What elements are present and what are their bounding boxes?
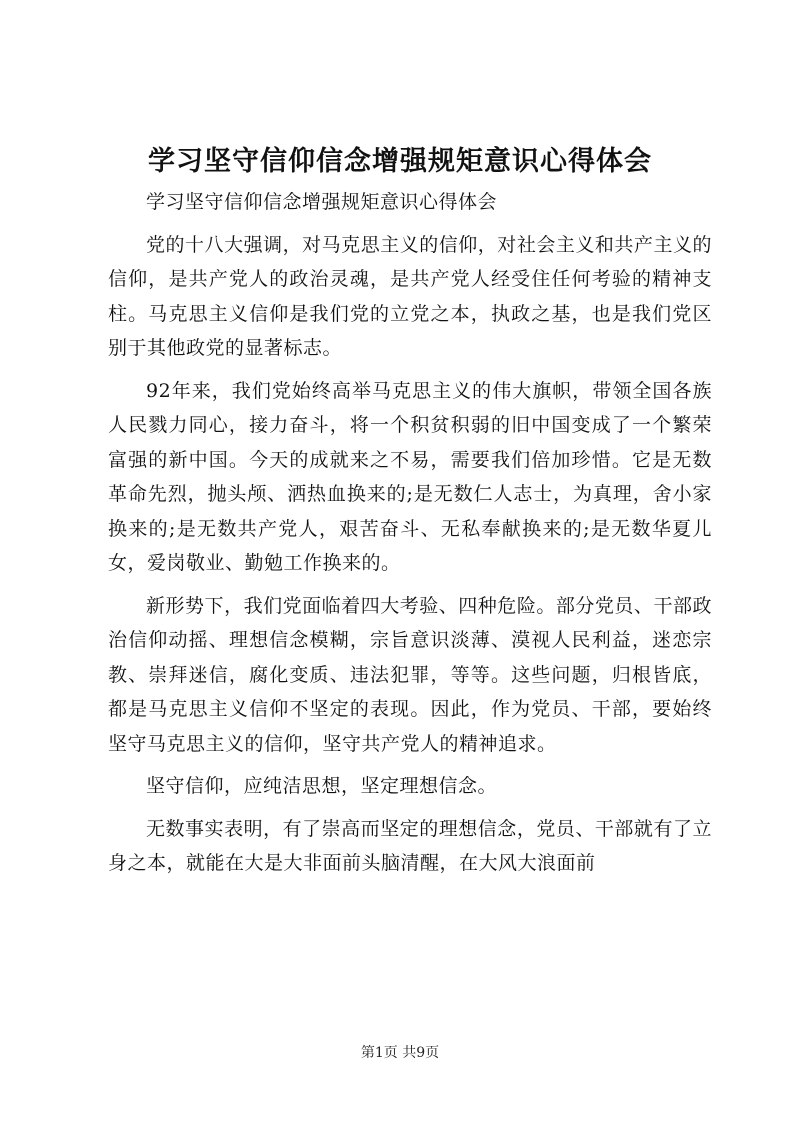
paragraph-subtitle: 学习坚守信仰信念增强规矩意识心得体会	[146, 191, 498, 213]
document-title: 学习坚守信仰信念增强规矩意识心得体会	[148, 146, 652, 177]
paragraph: 92年来，我们党始终高举马克思主义的伟大旗帜，带领全国各族人民戮力同心，接力奋斗，将一个积贫积弱的旧中国变成了一个繁荣富强的新中国。今天的成就来之不易，需要我们倍加珍惜。它是无数革命先烈，抛头颅、洒热血换来的;是无数仁人志士，为真理，舍小家换来的;是无数共产党人，艰苦奋斗、无私奉献换来的;是无数华夏儿女，爱岗敬业、勤勉工作换来的。	[108, 379, 712, 574]
paragraph: 坚守信仰，应纯洁思想，坚定理想信念。	[146, 775, 498, 797]
paragraph: 无数事实表明，有了崇高而坚定的理想信念，党员、干部就有了立身之本，就能在大是大非面前头脑清醒，在大风大浪面前	[108, 817, 712, 874]
page-number-footer: 第1页 共9页	[360, 1045, 440, 1061]
paragraph: 党的十八大强调，对马克思主义的信仰，对社会主义和共产主义的信仰，是共产党人的政治灵魂，是共产党人经受住任何考验的精神支柱。马克思主义信仰是我们党的立党之本，执政之基，也是我们党区别于其他政党的显著标志。	[108, 233, 712, 359]
paragraph: 新形势下，我们党面临着四大考验、四种危险。部分党员、干部政治信仰动摇、理想信念模糊，宗旨意识淡薄、漠视人民利益，迷恋宗教、崇拜迷信，腐化变质、违法犯罪，等等。这些问题，归根皆底，都是马克思主义信仰不坚定的表现。因此，作为党员、干部，要始终坚守马克思主义的信仰，坚守共产党人的精神追求。	[108, 594, 712, 755]
document-body	[108, 185, 712, 889]
